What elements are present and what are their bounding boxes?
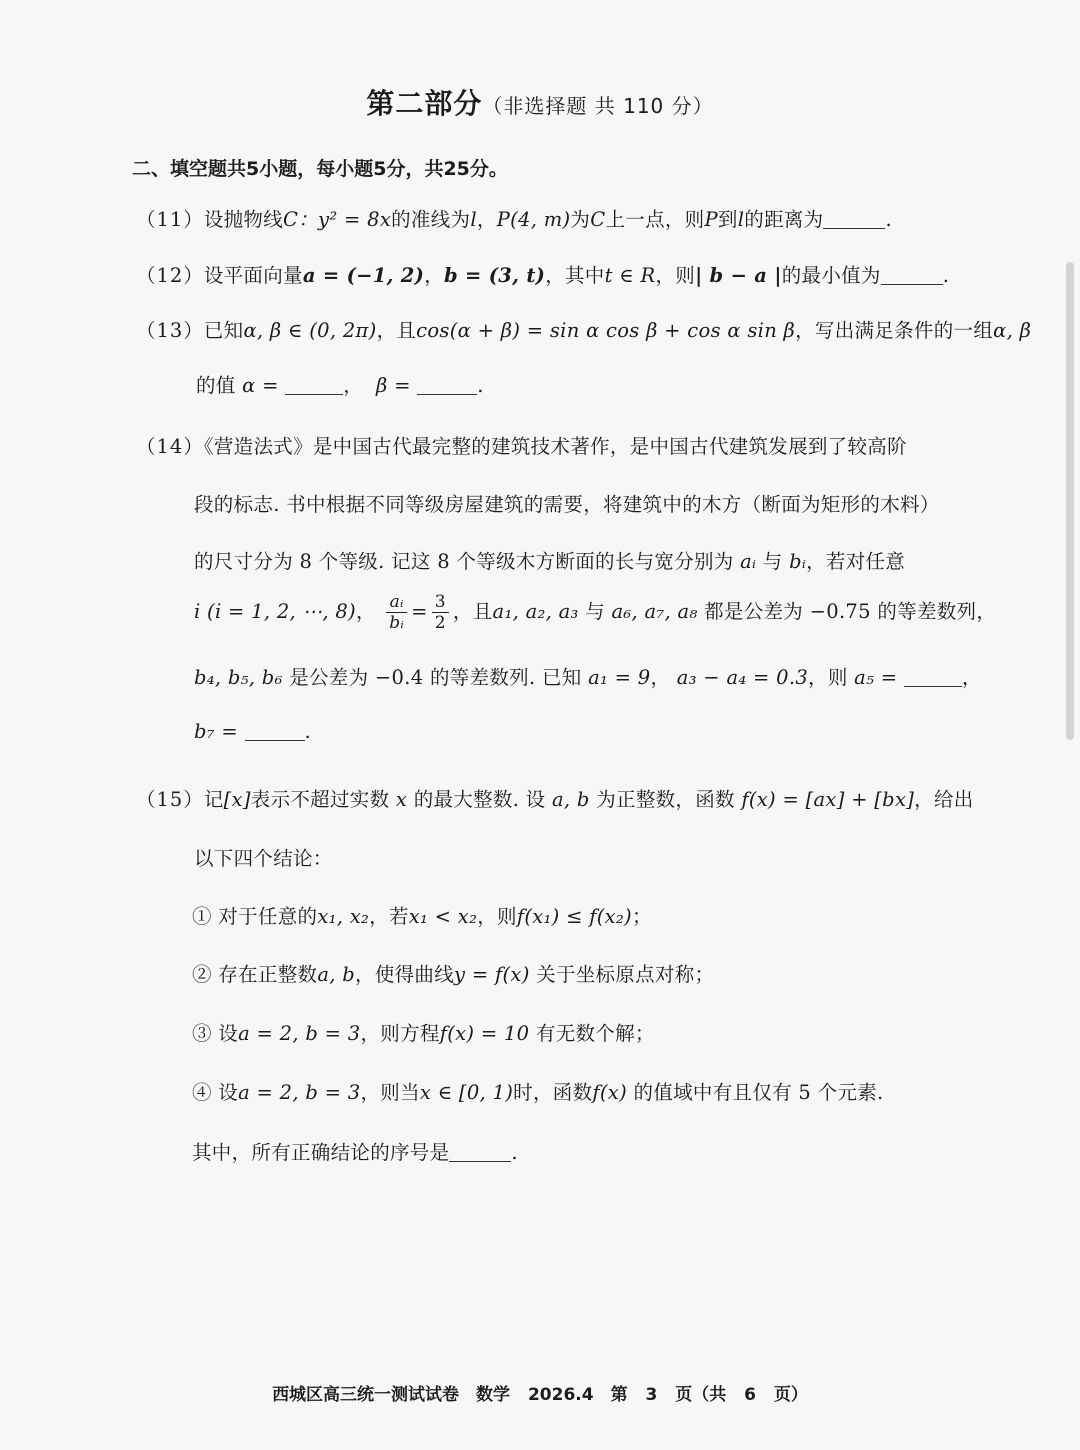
- question-13-line-1: [136, 315, 1031, 343]
- numerator: 3: [432, 592, 449, 613]
- math: α =: [242, 374, 279, 397]
- question-number: （12）: [136, 264, 204, 287]
- answer-blank-beta[interactable]: [417, 376, 477, 395]
- math: C: [590, 208, 606, 231]
- answer-blank-alpha[interactable]: [285, 376, 343, 395]
- text: 与: [585, 600, 605, 623]
- question-number: （13）: [136, 319, 204, 342]
- answer-blank[interactable]: [881, 266, 943, 285]
- text: 为: [570, 208, 591, 231]
- text: ，则: [808, 666, 848, 689]
- math: P(4, m): [496, 208, 571, 231]
- question-15-line-1: [136, 784, 974, 812]
- text: 的最小值为: [781, 264, 881, 287]
- question-15-prompt: [192, 1137, 518, 1165]
- fraction-ai-bi: [386, 592, 407, 633]
- text: =: [411, 600, 428, 623]
- text: ，则: [655, 264, 696, 287]
- math: P: [704, 208, 718, 231]
- text: 设平面向量: [203, 264, 303, 287]
- math: b = (3, t): [444, 264, 546, 287]
- text: ，: [355, 600, 376, 623]
- denominator: bᵢ: [389, 613, 405, 633]
- text: ，: [650, 666, 671, 689]
- question-number: （15）: [136, 788, 204, 811]
- math: i (i = 1, 2, ⋯, 8): [194, 600, 356, 623]
- question-12: [136, 260, 949, 288]
- math: f(x₁) ≤ f(x₂): [516, 905, 632, 928]
- text: ② 存在正整数: [192, 963, 318, 986]
- text: ，给出: [914, 788, 974, 811]
- denominator: 2: [434, 613, 446, 633]
- math: | b − a |: [695, 264, 782, 287]
- text: ，若对任意: [806, 550, 906, 573]
- math: x ∈ [0, 1): [419, 1081, 514, 1104]
- text: ，且: [376, 319, 417, 342]
- part-title-main: 第二部分: [366, 87, 483, 120]
- text: .: [885, 208, 892, 231]
- question-number: （14）: [136, 435, 204, 458]
- text: 是公差为 −0.4 的等差数列. 已知: [289, 666, 582, 689]
- part-title: [0, 82, 1080, 122]
- math: f(x): [592, 1081, 628, 1104]
- text: 《营造法式》是中国古代最完整的建筑技术著作，是中国古代建筑发展到了较高阶: [203, 435, 907, 458]
- scrollbar[interactable]: [1066, 262, 1074, 740]
- text: ，: [476, 208, 497, 231]
- math: b₇ =: [194, 720, 239, 743]
- math: C：y² = 8x: [283, 208, 392, 231]
- math: a₃ − a₄ = 0.3: [676, 666, 809, 689]
- question-14-line-4: [194, 592, 996, 633]
- text: ，: [424, 264, 445, 287]
- text: 的最大整数. 设: [413, 788, 546, 811]
- conclusion-1: [192, 901, 652, 929]
- text: 以下四个结论：: [194, 847, 333, 870]
- text: ，: [343, 374, 364, 397]
- question-14-line-3: [194, 546, 905, 574]
- text: 有无数个解；: [535, 1022, 655, 1045]
- text: 的值: [196, 374, 236, 397]
- text: 设抛物线: [203, 208, 284, 231]
- text: 段的标志. 书中根据不同等级房屋建筑的需要，将建筑中的木方（断面为矩形的木料）: [194, 493, 940, 516]
- math: x₁ < x₂: [408, 905, 478, 928]
- math: a₆, a₇, a₈: [611, 600, 698, 623]
- text: ，则当: [360, 1081, 420, 1104]
- fraction-3-2: [432, 592, 449, 633]
- math: a₁, a₂, a₃: [492, 600, 579, 623]
- math: b₄, b₅, b₆: [194, 666, 283, 689]
- math: bᵢ: [789, 550, 807, 573]
- answer-blank-b7[interactable]: [245, 722, 305, 741]
- answer-blank[interactable]: [823, 210, 885, 229]
- math: cos(α + β) = sin α cos β + cos α sin β: [416, 319, 796, 342]
- question-13-line-2: [196, 370, 484, 398]
- answer-blank[interactable]: [449, 1143, 511, 1162]
- text: ，若: [369, 905, 409, 928]
- question-14-line-6: [194, 720, 311, 743]
- text: 到: [717, 208, 738, 231]
- text: 的尺寸分为 8 个等级. 记这 8 个等级木方断面的长与宽分别为: [194, 550, 734, 573]
- math: a, b: [552, 788, 590, 811]
- text: ，: [961, 666, 982, 689]
- text: ④ 设: [192, 1081, 239, 1104]
- text: ，写出满足条件的一组: [795, 319, 994, 342]
- math: a = (−1, 2): [302, 264, 425, 287]
- text: ，则方程: [360, 1022, 440, 1045]
- text: 记: [203, 788, 224, 811]
- text: .: [942, 264, 950, 287]
- math: f(x) = [ax] + [bx]: [741, 788, 915, 811]
- text: 的距离为: [744, 208, 824, 231]
- math: l: [470, 208, 477, 231]
- text: 都是公差为 −0.75 的等差数列，: [704, 600, 997, 623]
- math: [x]: [223, 788, 251, 811]
- text: 其中，所有正确结论的序号是: [192, 1141, 450, 1164]
- conclusion-2: [192, 959, 714, 987]
- question-15-line-2: [194, 843, 333, 871]
- text: ，使得曲线: [355, 963, 455, 986]
- conclusion-4: [192, 1077, 884, 1105]
- math: α, β: [993, 319, 1032, 342]
- page-footer: 西城区高三统一测试试卷 数学 2026.4 第 3 页（共 6 页）: [272, 1385, 808, 1405]
- text: 的值域中有且仅有 5 个元素.: [633, 1081, 884, 1104]
- text: ① 对于任意的: [192, 905, 318, 928]
- text: 的准线为: [391, 208, 471, 231]
- math: a₁ = 9: [588, 666, 651, 689]
- text: 与: [762, 550, 783, 573]
- answer-blank-a5[interactable]: [904, 668, 962, 687]
- math: β =: [376, 374, 411, 397]
- text: 已知: [203, 319, 244, 342]
- math: a₅ =: [854, 666, 898, 689]
- text: 表示不超过实数: [250, 788, 390, 811]
- text: 为正整数，函数: [596, 788, 735, 811]
- question-number: （11）: [136, 208, 204, 231]
- math: f(x) = 10: [439, 1022, 530, 1045]
- conclusion-3: [192, 1018, 655, 1046]
- math: l: [737, 208, 745, 231]
- math: a = 2, b = 3: [238, 1022, 361, 1045]
- text: ，其中: [545, 264, 605, 287]
- question-11: [136, 204, 892, 232]
- text: ③ 设: [192, 1022, 239, 1045]
- text: 时，函数: [513, 1081, 593, 1104]
- question-14-line-5: [194, 662, 982, 690]
- math: a = 2, b = 3: [238, 1081, 361, 1104]
- text: 关于坐标原点对称；: [536, 963, 715, 986]
- math: t ∈ R: [604, 264, 656, 287]
- text: .: [477, 374, 484, 397]
- math: aᵢ: [740, 550, 757, 573]
- part-title-sub: （非选择题 共 110 分）: [482, 94, 714, 118]
- section-heading: 二、填空题共5小题，每小题5分，共25分。: [132, 158, 508, 180]
- numerator: aᵢ: [386, 592, 407, 613]
- question-14-line-2: [194, 489, 940, 517]
- question-14-line-1: [136, 431, 907, 459]
- math: α, β ∈ (0, 2π): [243, 319, 377, 342]
- text: .: [511, 1141, 518, 1164]
- math: y = f(x): [454, 963, 530, 986]
- math: x: [395, 788, 408, 811]
- text: ；: [631, 905, 652, 928]
- math: x₁, x₂: [317, 905, 370, 928]
- text: ，则: [477, 905, 517, 928]
- text: ，且: [452, 600, 493, 623]
- text: .: [304, 720, 312, 743]
- text: 上一点，则: [605, 208, 705, 231]
- math: a, b: [317, 963, 356, 986]
